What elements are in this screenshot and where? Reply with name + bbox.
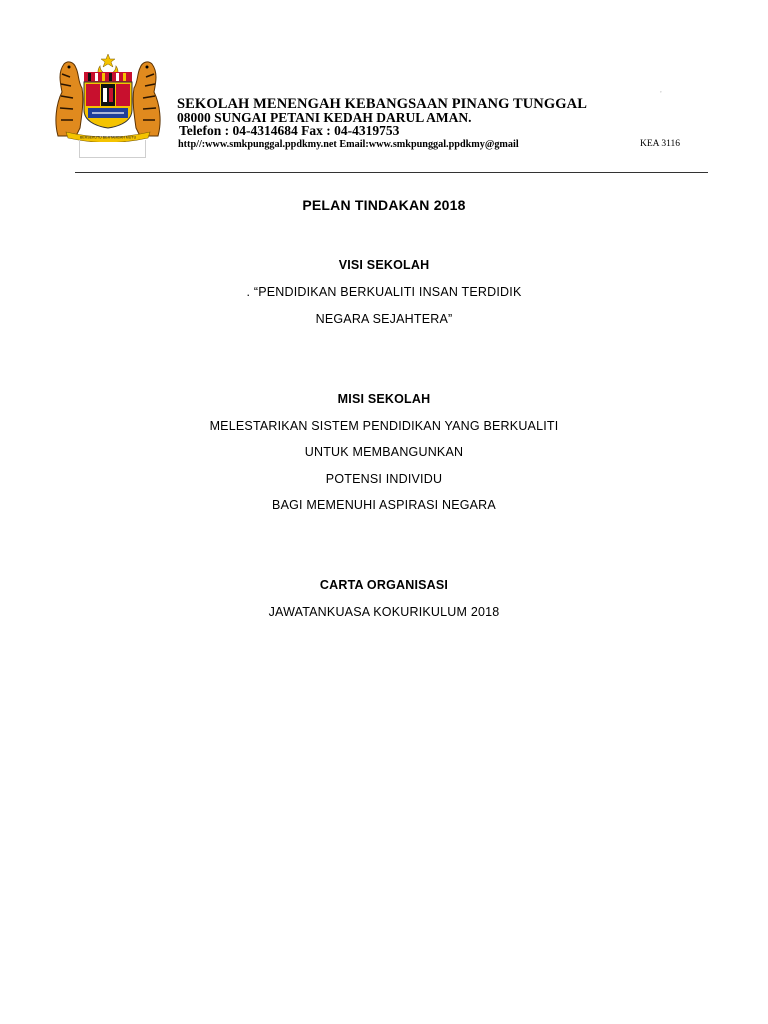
vision-line: . “PENDIDIKAN BERKUALITI INSAN TERDIDIK [246,285,522,299]
org-chart-subtitle: JAWATANKUASA KOKURIKULUM 2018 [268,605,500,619]
document-title: PELAN TINDAKAN 2018 [302,197,466,213]
letterhead [0,0,768,180]
right-tiger-icon [133,62,160,136]
school-address: 08000 SUNGAI PETANI KEDAH DARUL AMAN. [177,110,472,125]
vision-heading: VISI SEKOLAH [338,258,430,272]
school-code: KEA 3116 [640,139,681,149]
tiny-mark: ▫ [660,89,662,94]
mission-line: BAGI MEMENUHI ASPIRASI NEGARA [272,498,496,512]
shield-icon [84,72,132,128]
left-tiger-icon [56,62,83,136]
mission-line: MELESTARIKAN SISTEM PENDIDIKAN YANG BERKUALITI [209,419,559,433]
mission-heading: MISI SEKOLAH [337,392,431,406]
crest-motto-text: BERSEKUTU BERTAMBAH MUTU [79,135,137,140]
coat-of-arms-logo [52,52,164,142]
vision-line: NEGARA SEJAHTERA” [315,312,453,326]
school-name: SEKOLAH MENENGAH KEBANGSAAN PINANG TUNGGAL [177,96,587,112]
mission-line: POTENSI INDIVIDU [325,472,443,486]
crest-frame [79,140,146,158]
header-divider [75,172,708,173]
school-phone: Telefon : 04-4314684 Fax : 04-4319753 [179,123,400,138]
mission-line: UNTUK MEMBANGUNKAN [304,445,464,459]
org-chart-heading: CARTA ORGANISASI [319,578,449,592]
school-web-email: http//:www.smkpunggal.ppdkmy.net Email:www.smkpunggal.ppdkmy@gmail [178,139,519,150]
